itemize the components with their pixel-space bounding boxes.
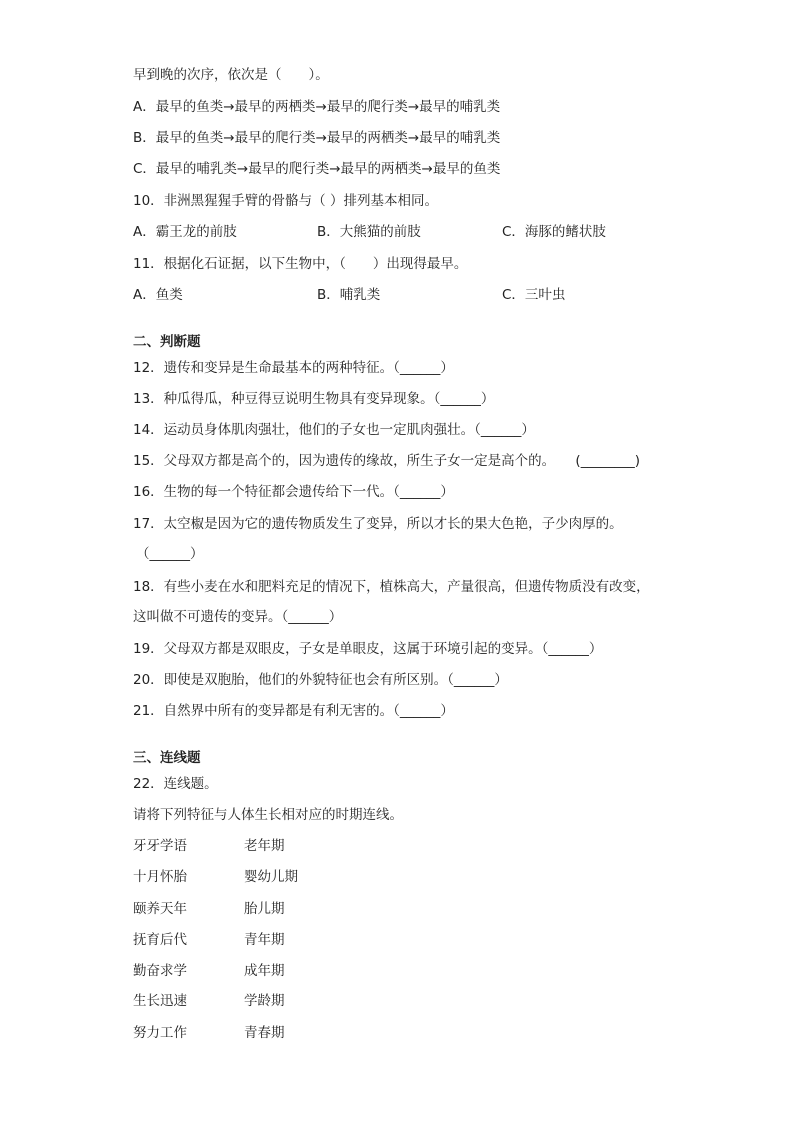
- judgement-item[interactable]: 15．父母双方都是高个的，因为遗传的缘故，所生子女一定是高个的。 (________): [133, 453, 640, 469]
- match-left-item[interactable]: 十月怀胎: [133, 869, 187, 885]
- match-right-item[interactable]: 青年期: [244, 932, 285, 948]
- judgement-item[interactable]: 12．遗传和变异是生命最基本的两种特征。（______）: [133, 360, 454, 376]
- judgement-item[interactable]: 13．种瓜得瓜，种豆得豆说明生物具有变异现象。（______）: [133, 391, 495, 407]
- match-right-item[interactable]: 老年期: [244, 838, 285, 854]
- q9-option-c[interactable]: C．最早的哺乳类→最早的爬行类→最早的两栖类→最早的鱼类: [133, 161, 501, 177]
- q11-option-a[interactable]: A．鱼类: [133, 287, 183, 303]
- match-left-item[interactable]: 颐养天年: [133, 901, 187, 917]
- match-right-item[interactable]: 胎儿期: [244, 901, 285, 917]
- judgement-item[interactable]: 14．运动员身体肌肉强壮，他们的子女也一定肌肉强壮。（______）: [133, 422, 535, 438]
- q9-option-a[interactable]: A．最早的鱼类→最早的两栖类→最早的爬行类→最早的哺乳类: [133, 99, 501, 115]
- match-left-item[interactable]: 勤奋求学: [133, 963, 187, 979]
- match-right-item[interactable]: 青春期: [244, 1025, 285, 1041]
- match-right-item[interactable]: 学龄期: [244, 993, 285, 1009]
- judgement-item[interactable]: 18．有些小麦在水和肥料充足的情况下，植株高大，产量很高，但遗传物质没有改变，: [133, 579, 650, 595]
- judgement-item[interactable]: 17．太空椒是因为它的遗传物质发生了变异，所以才长的果大色艳，子少肉厚的。: [133, 516, 623, 532]
- match-left-item[interactable]: 牙牙学语: [133, 838, 187, 854]
- q9-option-b[interactable]: B．最早的鱼类→最早的爬行类→最早的两栖类→最早的哺乳类: [133, 130, 501, 146]
- section-title-judgement: 二、判断题: [133, 334, 201, 350]
- judgement-item-continuation[interactable]: 这叫做不可遗传的变异。（______）: [133, 609, 343, 625]
- judgement-item[interactable]: 16．生物的每一个特征都会遗传给下一代。（______）: [133, 484, 454, 500]
- match-left-item[interactable]: 生长迅速: [133, 993, 187, 1009]
- q10-option-b[interactable]: B．大熊猫的前肢: [317, 224, 421, 240]
- q11-option-c[interactable]: C．三叶虫: [502, 287, 566, 303]
- judgement-item[interactable]: 20．即使是双胞胎，他们的外貌特征也会有所区别。（______）: [133, 672, 508, 688]
- match-right-item[interactable]: 成年期: [244, 963, 285, 979]
- q9-stem-continuation: 早到晚的次序，依次是（ ）。: [133, 67, 329, 83]
- judgement-item[interactable]: 21．自然界中所有的变异都是有利无害的。（______）: [133, 703, 454, 719]
- judgement-item-blank[interactable]: （______）: [136, 546, 204, 562]
- judgement-item[interactable]: 19．父母双方都是双眼皮，子女是单眼皮，这属于环境引起的变异。（______）: [133, 641, 603, 657]
- q10-stem: 10．非洲黑猩猩手臂的骨骼与（ ）排列基本相同。: [133, 193, 438, 209]
- match-left-item[interactable]: 抚育后代: [133, 932, 187, 948]
- q11-stem: 11．根据化石证据，以下生物中，（ ）出现得最早。: [133, 256, 468, 272]
- section-title-matching: 三、连线题: [133, 750, 201, 766]
- match-left-item[interactable]: 努力工作: [133, 1025, 187, 1041]
- q10-option-c[interactable]: C．海豚的鳍状肢: [502, 224, 606, 240]
- q22-stem: 22．连线题。: [133, 776, 218, 792]
- q11-option-b[interactable]: B．哺乳类: [317, 287, 381, 303]
- matching-instruction: 请将下列特征与人体生长相对应的时期连线。: [133, 807, 403, 823]
- match-right-item[interactable]: 婴幼儿期: [244, 869, 298, 885]
- q10-option-a[interactable]: A．霸王龙的前肢: [133, 224, 237, 240]
